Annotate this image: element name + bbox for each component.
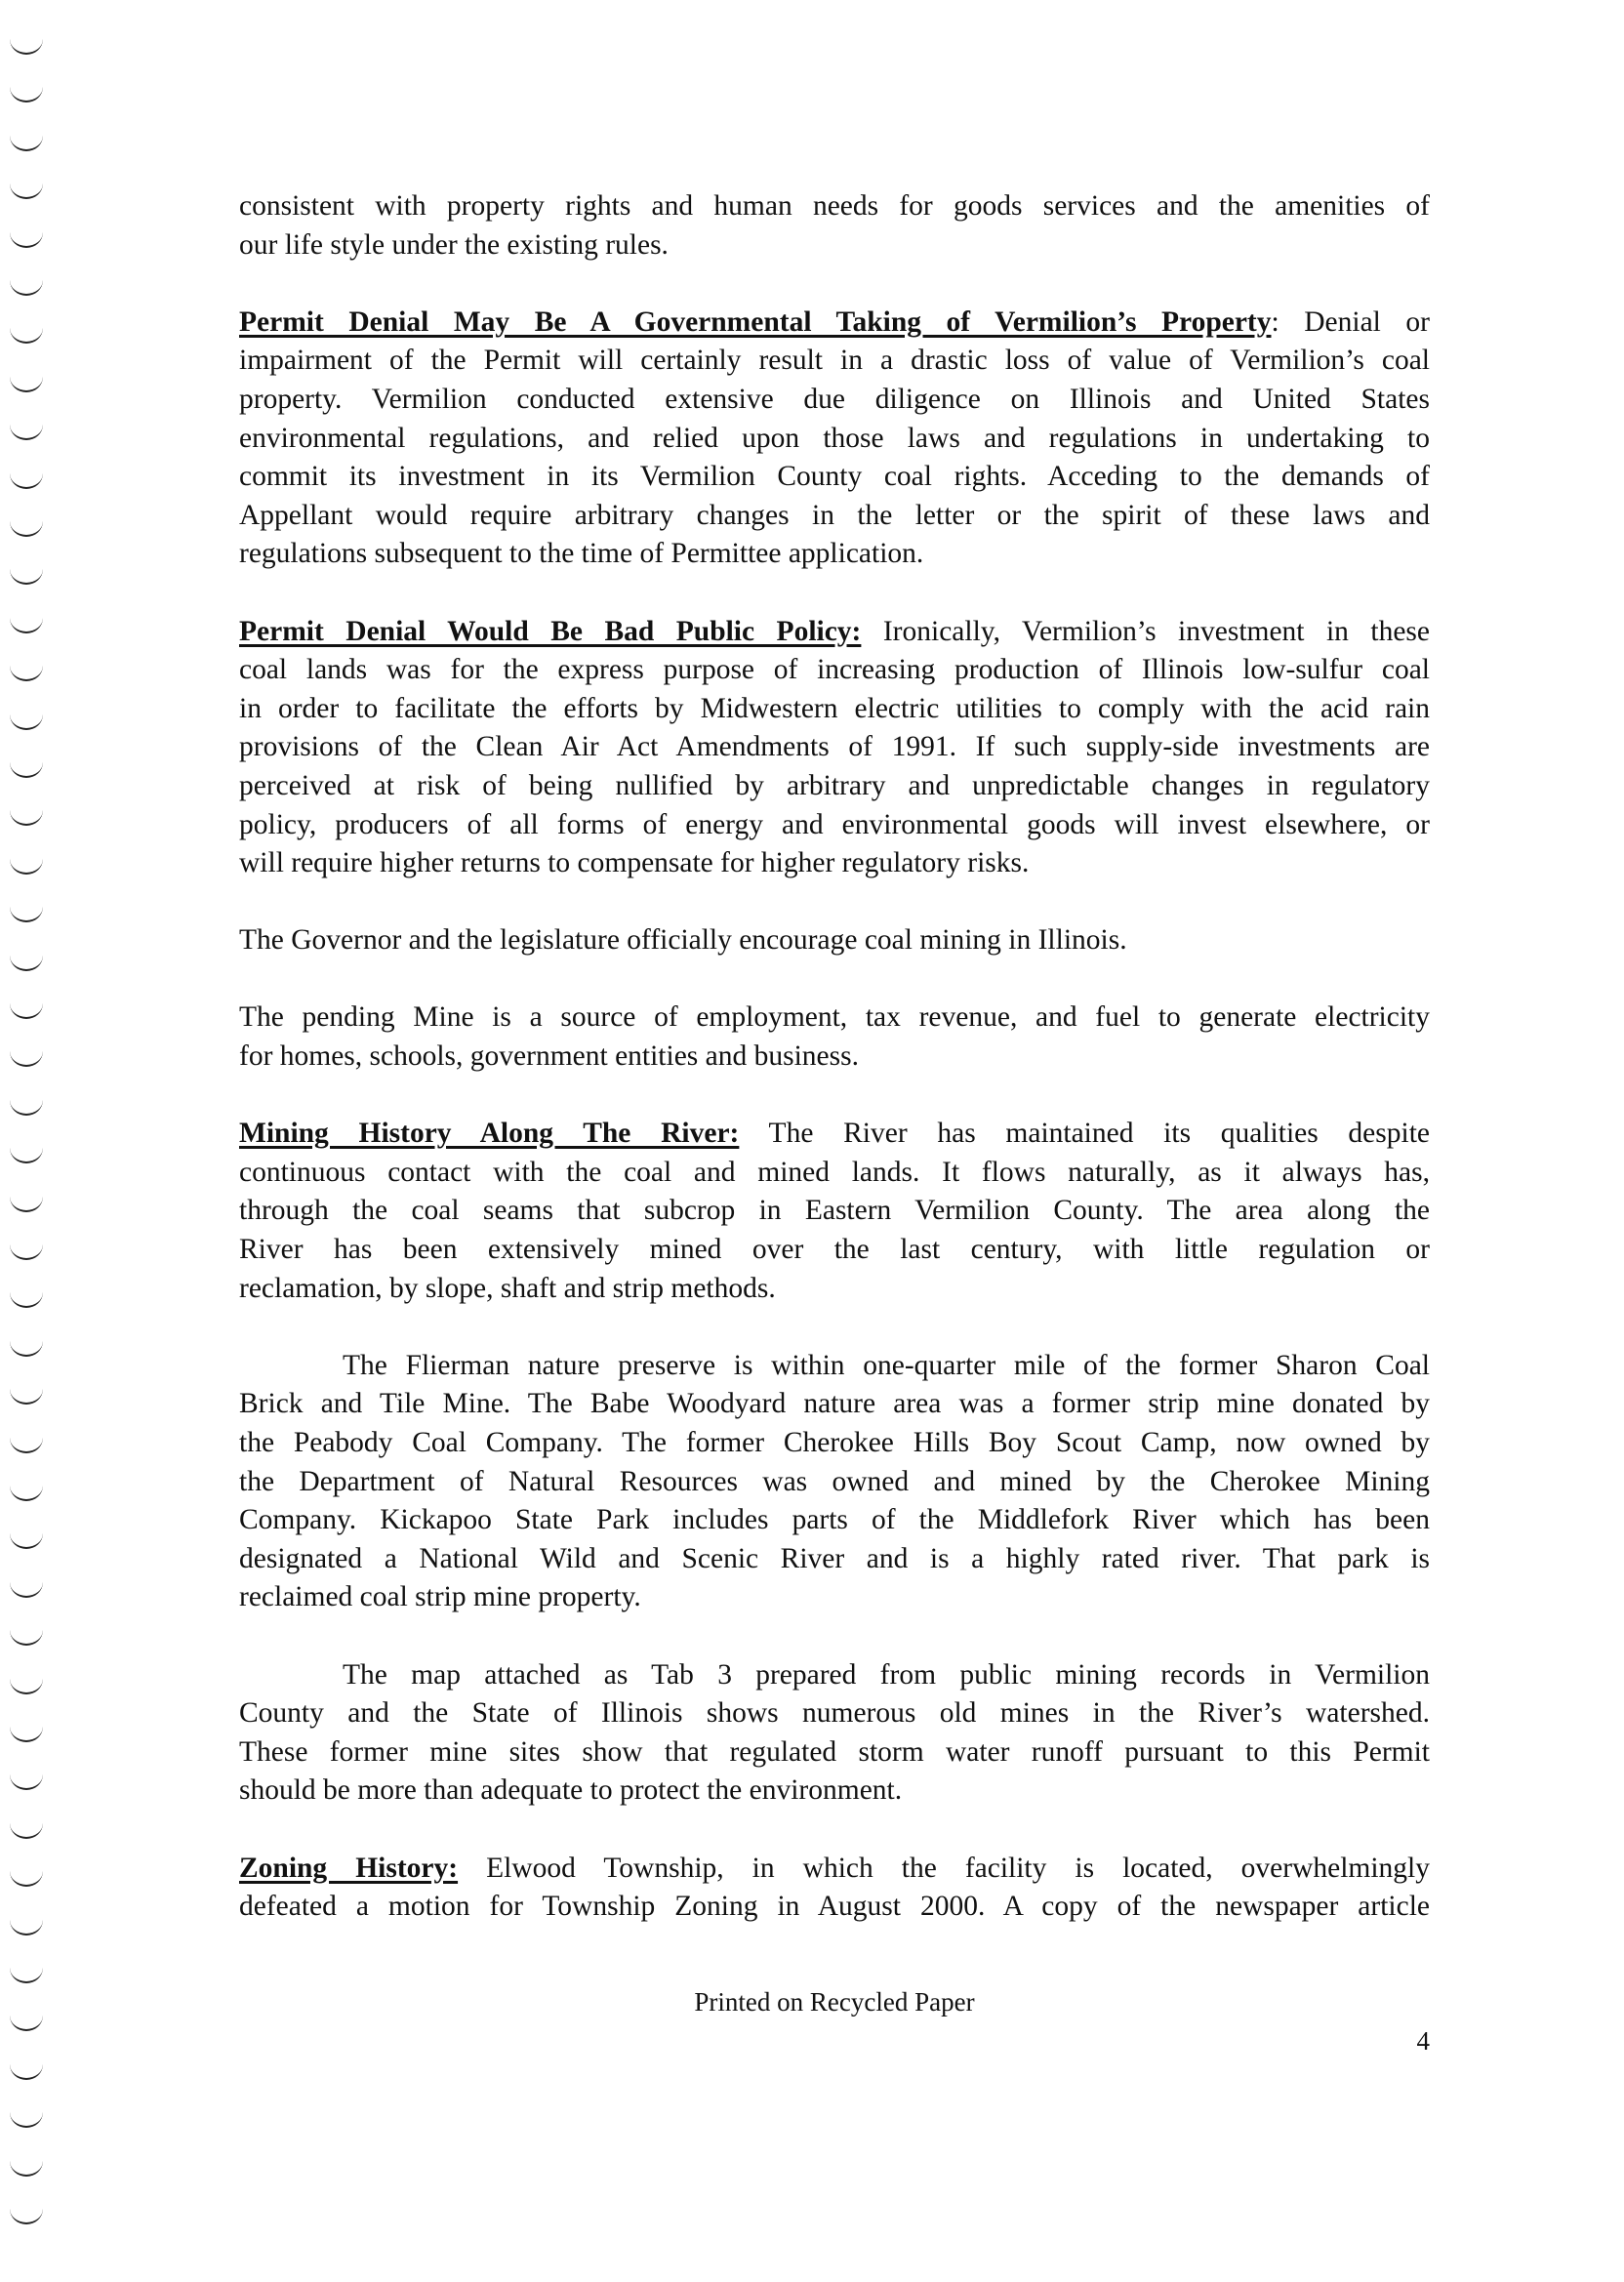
text-line: defeated a motion for Township Zoning in August 2000. A copy of the newspaper article <box>239 1891 1430 1923</box>
binding-hole-icon <box>10 2209 43 2224</box>
text-line: provisions of the Clean Air Act Amendments of 1991. If such supply-side investments are <box>239 731 1430 763</box>
text-line: commit its investment in its Vermilion County coal rights. Acceding to the demands of <box>239 461 1430 493</box>
binding-hole-icon <box>10 232 43 248</box>
text-line: These former mine sites show that regulated storm water runoff pursuant to this Permit <box>239 1735 1430 1768</box>
text-line: impairment of the Permit will certainly result in a drastic loss of value of Vermilion’s coal <box>239 345 1430 377</box>
binding-hole-icon <box>10 1486 43 1501</box>
text-line: The pending Mine is a source of employment, tax revenue, and fuel to generate electricity <box>239 1001 1430 1034</box>
binding-hole-icon <box>10 1968 43 1983</box>
binding-hole-icon <box>10 2112 43 2128</box>
paragraph <box>239 187 1430 265</box>
binding-hole-icon <box>10 1148 43 1163</box>
binding-hole-icon <box>10 859 43 875</box>
binding-hole-icon <box>10 2161 43 2177</box>
binding-hole-icon <box>10 618 43 633</box>
binding-hole-icon <box>10 1244 43 1260</box>
binding-hole-icon <box>10 1727 43 1742</box>
text-line: regulations subsequent to the time of Permittee application. <box>239 538 924 570</box>
paragraph-spacer <box>239 265 1430 304</box>
binding-hole-icon <box>10 810 43 826</box>
text-line: will require higher returns to compensate for higher regulatory risks. <box>239 847 1030 879</box>
text-line-rest: : Denial or <box>1271 306 1430 338</box>
binding-hole-icon <box>10 1292 43 1308</box>
binding-hole-icon <box>10 1051 43 1067</box>
binding-hole-icon <box>10 473 43 489</box>
text-line: Company. Kickapoo State Park includes parts of the Middlefork River which has been <box>239 1504 1430 1536</box>
binding-hole-icon <box>10 907 43 922</box>
section-paragraph <box>239 613 1430 883</box>
paragraph-spacer <box>239 960 1430 999</box>
binding-hole-icon <box>10 521 43 537</box>
binding-hole-icon <box>10 2064 43 2080</box>
paragraph-spacer <box>239 883 1430 922</box>
paragraph-spacer <box>239 574 1430 613</box>
binding-hole-icon <box>10 2016 43 2031</box>
text-line: through the coal seams that subcrop in Eastern Vermilion County. The area along the <box>239 1195 1430 1227</box>
paragraph-spacer <box>239 1617 1430 1656</box>
binding-hole-icon <box>10 1920 43 1936</box>
section-paragraph <box>239 1115 1430 1308</box>
text-line: environmental regulations, and relied upon those laws and regulations in undertaking to <box>239 422 1430 454</box>
page-number: 4 <box>1416 2026 1430 2056</box>
binding-hole-icon <box>10 425 43 440</box>
binding-hole-icon <box>10 183 43 199</box>
text-line <box>239 1115 1430 1154</box>
binding-hole-icon <box>10 377 43 392</box>
text-line: reclaimed coal strip mine property. <box>239 1581 641 1613</box>
section-paragraph <box>239 1850 1430 1927</box>
binding-hole-icon <box>10 1774 43 1790</box>
footer-note: Printed on Recycled Paper <box>694 1987 975 2017</box>
paragraph <box>239 998 1430 1076</box>
binding-hole-icon <box>10 1389 43 1405</box>
text-line: The map attached as Tab 3 prepared from public mining records in Vermilion <box>343 1658 1430 1691</box>
binding-hole-icon <box>10 39 43 55</box>
text-line <box>239 613 1430 652</box>
text-line: perceived at risk of being nullified by arbitrary and unpredictable changes in regulatory <box>239 769 1430 801</box>
binding-hole-icon <box>10 1582 43 1598</box>
binding-hole-icon <box>10 1823 43 1839</box>
text-line: policy, producers of all forms of energy and environmental goods will invest elsewhere, or <box>239 808 1430 840</box>
text-line: coal lands was for the express purpose of increasing production of Illinois low-sulfur coal <box>239 654 1430 686</box>
text-line: in order to facilitate the efforts by Midwestern electric utilities to comply with the acid rain <box>239 692 1430 724</box>
text-line-rest: The River has maintained its qualities despite <box>739 1118 1430 1150</box>
paragraph <box>239 1347 1430 1617</box>
paragraph-spacer <box>239 1811 1430 1850</box>
binding-hole-icon <box>10 136 43 151</box>
text-line: River has been extensively mined over the last century, with little regulation or <box>239 1234 1430 1266</box>
text-line: designated a National Wild and Scenic River and is a highly rated river. That park is <box>239 1542 1430 1574</box>
binding-hole-icon <box>10 714 43 730</box>
text-line: consistent with property rights and human needs for goods services and the amenities of <box>239 190 1430 222</box>
text-line: should be more than adequate to protect the environment. <box>239 1774 903 1807</box>
binding-hole-icon <box>10 1197 43 1212</box>
binding-hole-icon <box>10 956 43 971</box>
text-line: The Flierman nature preserve is within one-quarter mile of the former Sharon Coal <box>343 1349 1430 1381</box>
paragraph <box>239 921 1430 960</box>
binding-hole-icon <box>10 1533 43 1549</box>
binding-hole-icon <box>10 1679 43 1694</box>
text-line <box>239 304 1430 343</box>
paragraph-spacer <box>239 1308 1430 1347</box>
binding-hole-icon <box>10 569 43 585</box>
binding-hole-icon <box>10 280 43 296</box>
text-line: reclamation, by slope, shaft and strip methods. <box>239 1272 776 1304</box>
binding-hole-icon <box>10 328 43 344</box>
binding-hole-icon <box>10 1341 43 1357</box>
text-line: Appellant would require arbitrary changes in the letter or the spirit of these laws and <box>239 499 1430 531</box>
text-line: property. Vermilion conducted extensive due diligence on Illinois and United States <box>239 383 1430 415</box>
text-line: our life style under the existing rules. <box>239 228 669 261</box>
text-line: continuous contact with the coal and mined lands. It flows naturally, as it always has, <box>239 1156 1430 1188</box>
text-line-rest: Ironically, Vermilion’s investment in these <box>861 615 1430 647</box>
binding-hole-icon <box>10 1100 43 1116</box>
paragraph-spacer <box>239 1077 1430 1116</box>
document-body <box>239 187 1430 1927</box>
section-heading: Permit Denial May Be A Governmental Taking of Vermilion’s Property <box>239 306 1272 338</box>
binding-hole-icon <box>10 1003 43 1019</box>
spiral-binding <box>0 0 78 2282</box>
section-heading: Mining History Along The River: <box>239 1118 740 1150</box>
section-heading: Zoning History: <box>239 1852 459 1884</box>
text-line: the Department of Natural Resources was owned and mined by the Cherokee Mining <box>239 1465 1430 1497</box>
text-line <box>239 1850 1430 1889</box>
section-paragraph <box>239 304 1430 574</box>
text-line: The Governor and the legislature officially encourage coal mining in Illinois. <box>239 924 1127 957</box>
binding-hole-icon <box>10 87 43 102</box>
binding-hole-icon <box>10 1871 43 1887</box>
text-line: Brick and Tile Mine. The Babe Woodyard nature area was a former strip mine donated by <box>239 1388 1430 1420</box>
text-line: the Peabody Coal Company. The former Cherokee Hills Boy Scout Camp, now owned by <box>239 1427 1430 1458</box>
text-line: County and the State of Illinois shows numerous old mines in the River’s watershed. <box>239 1697 1430 1730</box>
text-line: for homes, schools, government entities and business. <box>239 1040 859 1073</box>
paragraph <box>239 1656 1430 1811</box>
binding-hole-icon <box>10 666 43 681</box>
binding-hole-icon <box>10 1630 43 1646</box>
section-heading: Permit Denial Would Be Bad Public Policy: <box>239 615 862 647</box>
binding-hole-icon <box>10 1438 43 1453</box>
binding-hole-icon <box>10 762 43 778</box>
text-line-rest: Elwood Township, in which the facility is located, overwhelmingly <box>458 1852 1430 1884</box>
